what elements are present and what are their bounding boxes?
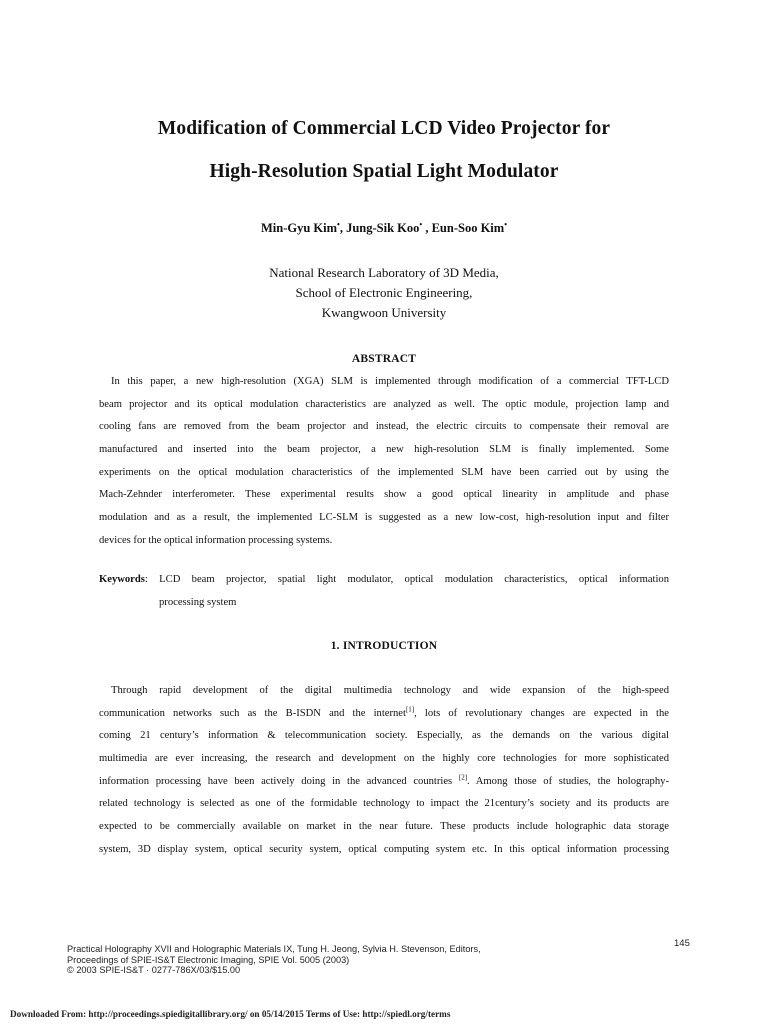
intro-line: multimedia are ever increasing, the research and development on the highly core technologies for more sophisticated xyxy=(99,753,669,765)
keywords-block xyxy=(99,569,669,614)
intro-line: related technology is selected as one of the formidable technology to impact the 21century’s society and its products are xyxy=(99,798,669,810)
abstract-heading: ABSTRACT xyxy=(351,353,417,365)
download-notice: Downloaded From: http://proceedings.spiedigitallibrary.org/ on 05/14/2015 Terms of Use: http://spiedl.org/terms xyxy=(10,1009,451,1019)
abstract-line: Mach-Zehnder interferometer. These experimental results show a good optical linearity in amplitude and phase xyxy=(99,489,669,501)
intro-line: expected to be commercially available on market in the near future. These products include holographic data storage xyxy=(99,821,669,833)
footer-line: © 2003 SPIE-IS&T · 0277-786X/03/$15.00 xyxy=(67,965,241,975)
intro-line: Through rapid development of the digital multimedia technology and wide expansion of the high-speed xyxy=(111,685,669,696)
abstract-line: manufactured and inserted into the beam projector, a new high-resolution SLM is finally implemented. Some xyxy=(99,444,669,456)
abstract-line: experiments on the optical modulation characteristics of the implemented SLM have been carried out by using the xyxy=(99,466,669,478)
author-mark: • xyxy=(504,219,507,229)
intro-line: coming 21 century’s information & telecommunication society. Especially, as the demands on the various digital xyxy=(99,730,669,742)
affiliation-block xyxy=(0,263,768,323)
author-separator: , xyxy=(422,221,432,235)
affiliation-line: Kwangwoon University xyxy=(321,305,447,320)
keywords-label: Keywords xyxy=(99,574,145,585)
paper-title-line-2: High-Resolution Spatial Light Modulator xyxy=(209,161,559,182)
intro-line: system, 3D display system, optical security system, optical computing system etc. In this optical information processing xyxy=(99,843,669,855)
abstract-line: devices for the optical information processing systems. xyxy=(99,534,333,546)
abstract-line: modulation and as a result, the implemented LC-SLM is suggested as a new low-cost, high-resolution input and filter xyxy=(99,512,669,524)
author-name: Min-Gyu Kim xyxy=(261,221,338,235)
keywords-text: : LCD beam projector, spatial light modulator, optical modulation characteristics, optical information xyxy=(144,574,669,585)
abstract-body xyxy=(99,371,669,553)
author-name: Eun-Soo Kim xyxy=(431,221,505,235)
paper-title-line-1: Modification of Commercial LCD Video Projector for xyxy=(157,118,611,139)
keywords-text-continued: processing system xyxy=(159,596,237,608)
affiliation-line: National Research Laboratory of 3D Media, xyxy=(269,265,499,280)
intro-line: information processing have been actively doing in the advanced countries [2]. Among those of studies, the holography- xyxy=(99,773,669,787)
abstract-line: In this paper, a new high-resolution (XGA) SLM is implemented through modification of a commercial TFT-LCD xyxy=(111,376,669,387)
footer-line: Proceedings of SPIE-IS&T Electronic Imaging, SPIE Vol. 5005 (2003) xyxy=(67,954,350,965)
publication-footer xyxy=(67,944,481,976)
author-mark: • xyxy=(337,219,340,229)
intro-line: communication networks such as the B-ISDN and the internet[1], lots of revolutionary changes are expected in the xyxy=(99,705,669,719)
abstract-line: cooling fans are removed from the beam projector and instead, the electric circuits to compensate their removal are xyxy=(99,421,669,433)
author-list xyxy=(0,221,768,236)
abstract-line: beam projector and its optical modulation characteristics are analyzed as well. The optic module, projection lamp and xyxy=(99,398,669,410)
author-mark: • xyxy=(419,219,423,229)
footer-line: Practical Holography XVII and Holographic Materials IX, Tung H. Jeong, Sylvia H. Stevenson, Editors, xyxy=(67,944,481,954)
author-name: Jung-Sik Koo xyxy=(346,221,420,235)
page-number: 145 xyxy=(674,938,690,949)
citation-ref: [1] xyxy=(405,705,415,714)
affiliation-line: School of Electronic Engineering, xyxy=(295,285,473,300)
introduction-heading: 1. INTRODUCTION xyxy=(330,640,438,652)
citation-ref: [2] xyxy=(458,773,468,782)
author-separator: , xyxy=(339,221,347,235)
introduction-body xyxy=(99,680,669,862)
